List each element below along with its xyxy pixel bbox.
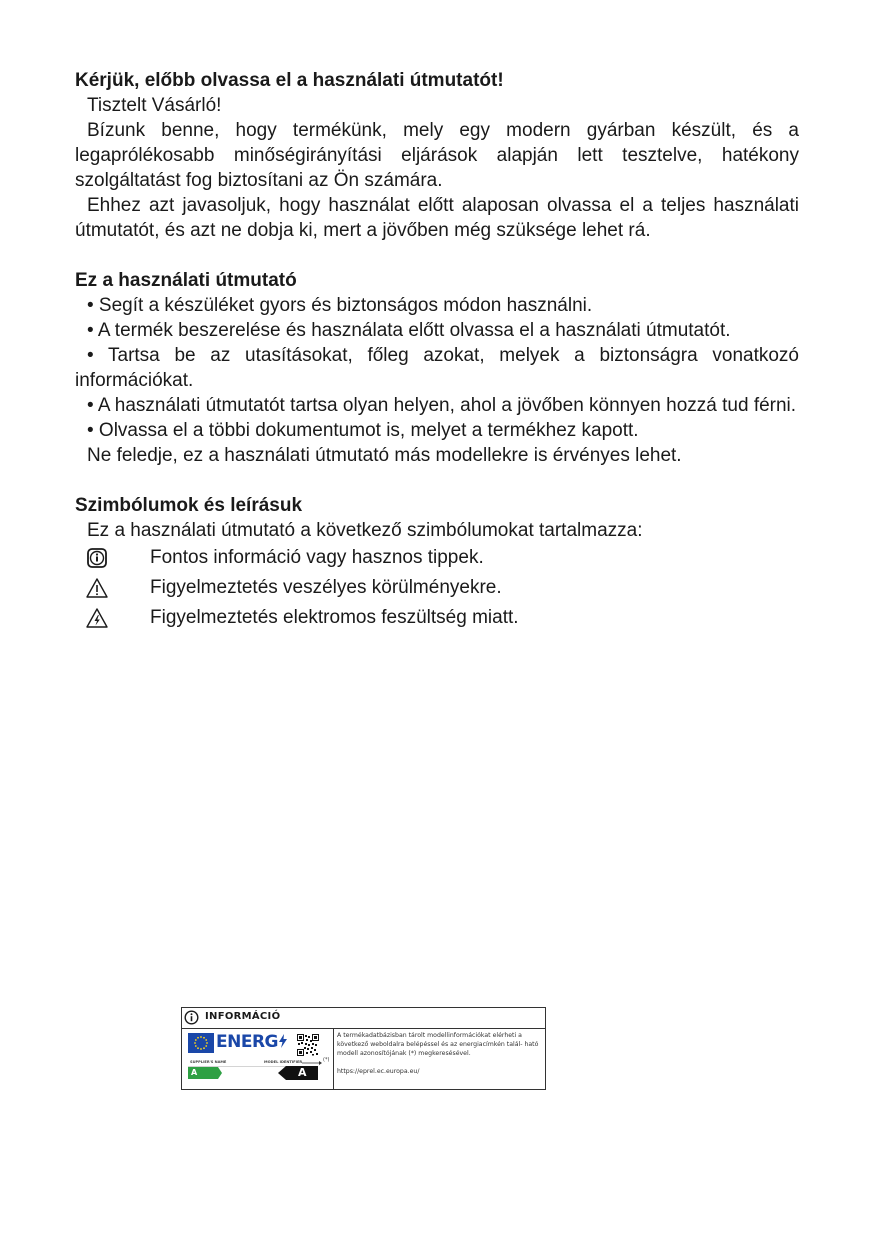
electric-warning-icon (86, 607, 108, 629)
energy-label-word: ENERG (216, 1032, 288, 1052)
eprel-info-box (181, 1007, 546, 1090)
manual-heading: Ez a használati útmutató (75, 270, 297, 291)
info-box-title: INFORMÁCIÓ (205, 1011, 281, 1022)
eu-flag-icon (188, 1033, 214, 1053)
bolt-icon (278, 1034, 288, 1048)
manual-bullet: • A használati útmutatót tartsa olyan helyen, ahol a jövőben könnyen hozzá tud férni. (87, 395, 797, 416)
qr-code-icon (297, 1034, 319, 1056)
eprel-link[interactable]: https://eprel.ec.europa.eu/ (337, 1068, 420, 1075)
manual-note: Ne feledje, ez a használati útmutató más modellekre is érvényes lehet. (87, 445, 682, 466)
model-marker: (*) (323, 1057, 330, 1063)
energy-label-area (182, 1029, 334, 1089)
symbols-intro: Ez a használati útmutató a következő szimbólumokat tartalmazza: (87, 520, 643, 541)
energy-label (188, 1032, 330, 1087)
symbol-desc-info: Fontos információ vagy hasznos tippek. (150, 547, 484, 568)
symbol-row-info (75, 543, 799, 573)
symbol-row-warning (75, 573, 799, 603)
manual-bullet: • A termék beszerelése és használata előtt olvassa el a használati útmutatót. (87, 320, 731, 341)
symbol-desc-electric: Figyelmeztetés elektromos feszültség miatt. (150, 607, 519, 628)
energy-class-left: A (191, 1068, 198, 1077)
symbol-desc-warning: Figyelmeztetés veszélyes körülményekre. (150, 577, 502, 598)
greeting: Tisztelt Vásárló! (87, 95, 222, 116)
symbols-heading: Szimbólumok és leírásuk (75, 495, 303, 516)
energy-class-right: A (298, 1066, 307, 1079)
manual-bullet: • Segít a készüléket gyors és biztonságos módon használni. (87, 295, 593, 316)
info-box-text: A termékadatbázisban tárolt modellinformációkat elérheti a következő weboldalra belépéssel és az energiacímkén talál- ható modell azonosítójának (*) megkeresésével. (337, 1032, 539, 1057)
page-content (75, 68, 799, 633)
symbol-row-electric (75, 603, 799, 633)
intro-paragraph-2: Ehhez azt javasoljuk, hogy használat előtt alaposan olvassa el a teljes használati útmutatót, és azt ne dobja ki, mert a jövőben még szüksége lehet rá. (75, 195, 799, 241)
manual-bullet: • Olvassa el a többi dokumentumot is, melyet a termékhez kapott. (87, 420, 639, 441)
supplier-name-label: SUPPLIER'S NAME (190, 1060, 227, 1064)
intro-paragraph-1: Bízunk benne, hogy termékünk, mely egy modern gyárban készült, és a legaprólékosabb minőségirányítási eljárások alapján lett tesztelve, hatékony szolgáltatást fog biztosítani az Ön számára. (75, 120, 799, 191)
warning-icon (86, 577, 108, 599)
manual-bullet: • Tartsa be az utasításokat, főleg azokat, melyek a biztonságra vonatkozó információkat. (75, 345, 799, 391)
intro-heading: Kérjük, előbb olvassa el a használati útmutatót! (75, 70, 504, 91)
info-icon (184, 1010, 199, 1025)
model-identifier-label: MODEL IDENTIFIER (264, 1060, 303, 1064)
info-box-header (182, 1008, 545, 1029)
info-icon (86, 547, 108, 569)
